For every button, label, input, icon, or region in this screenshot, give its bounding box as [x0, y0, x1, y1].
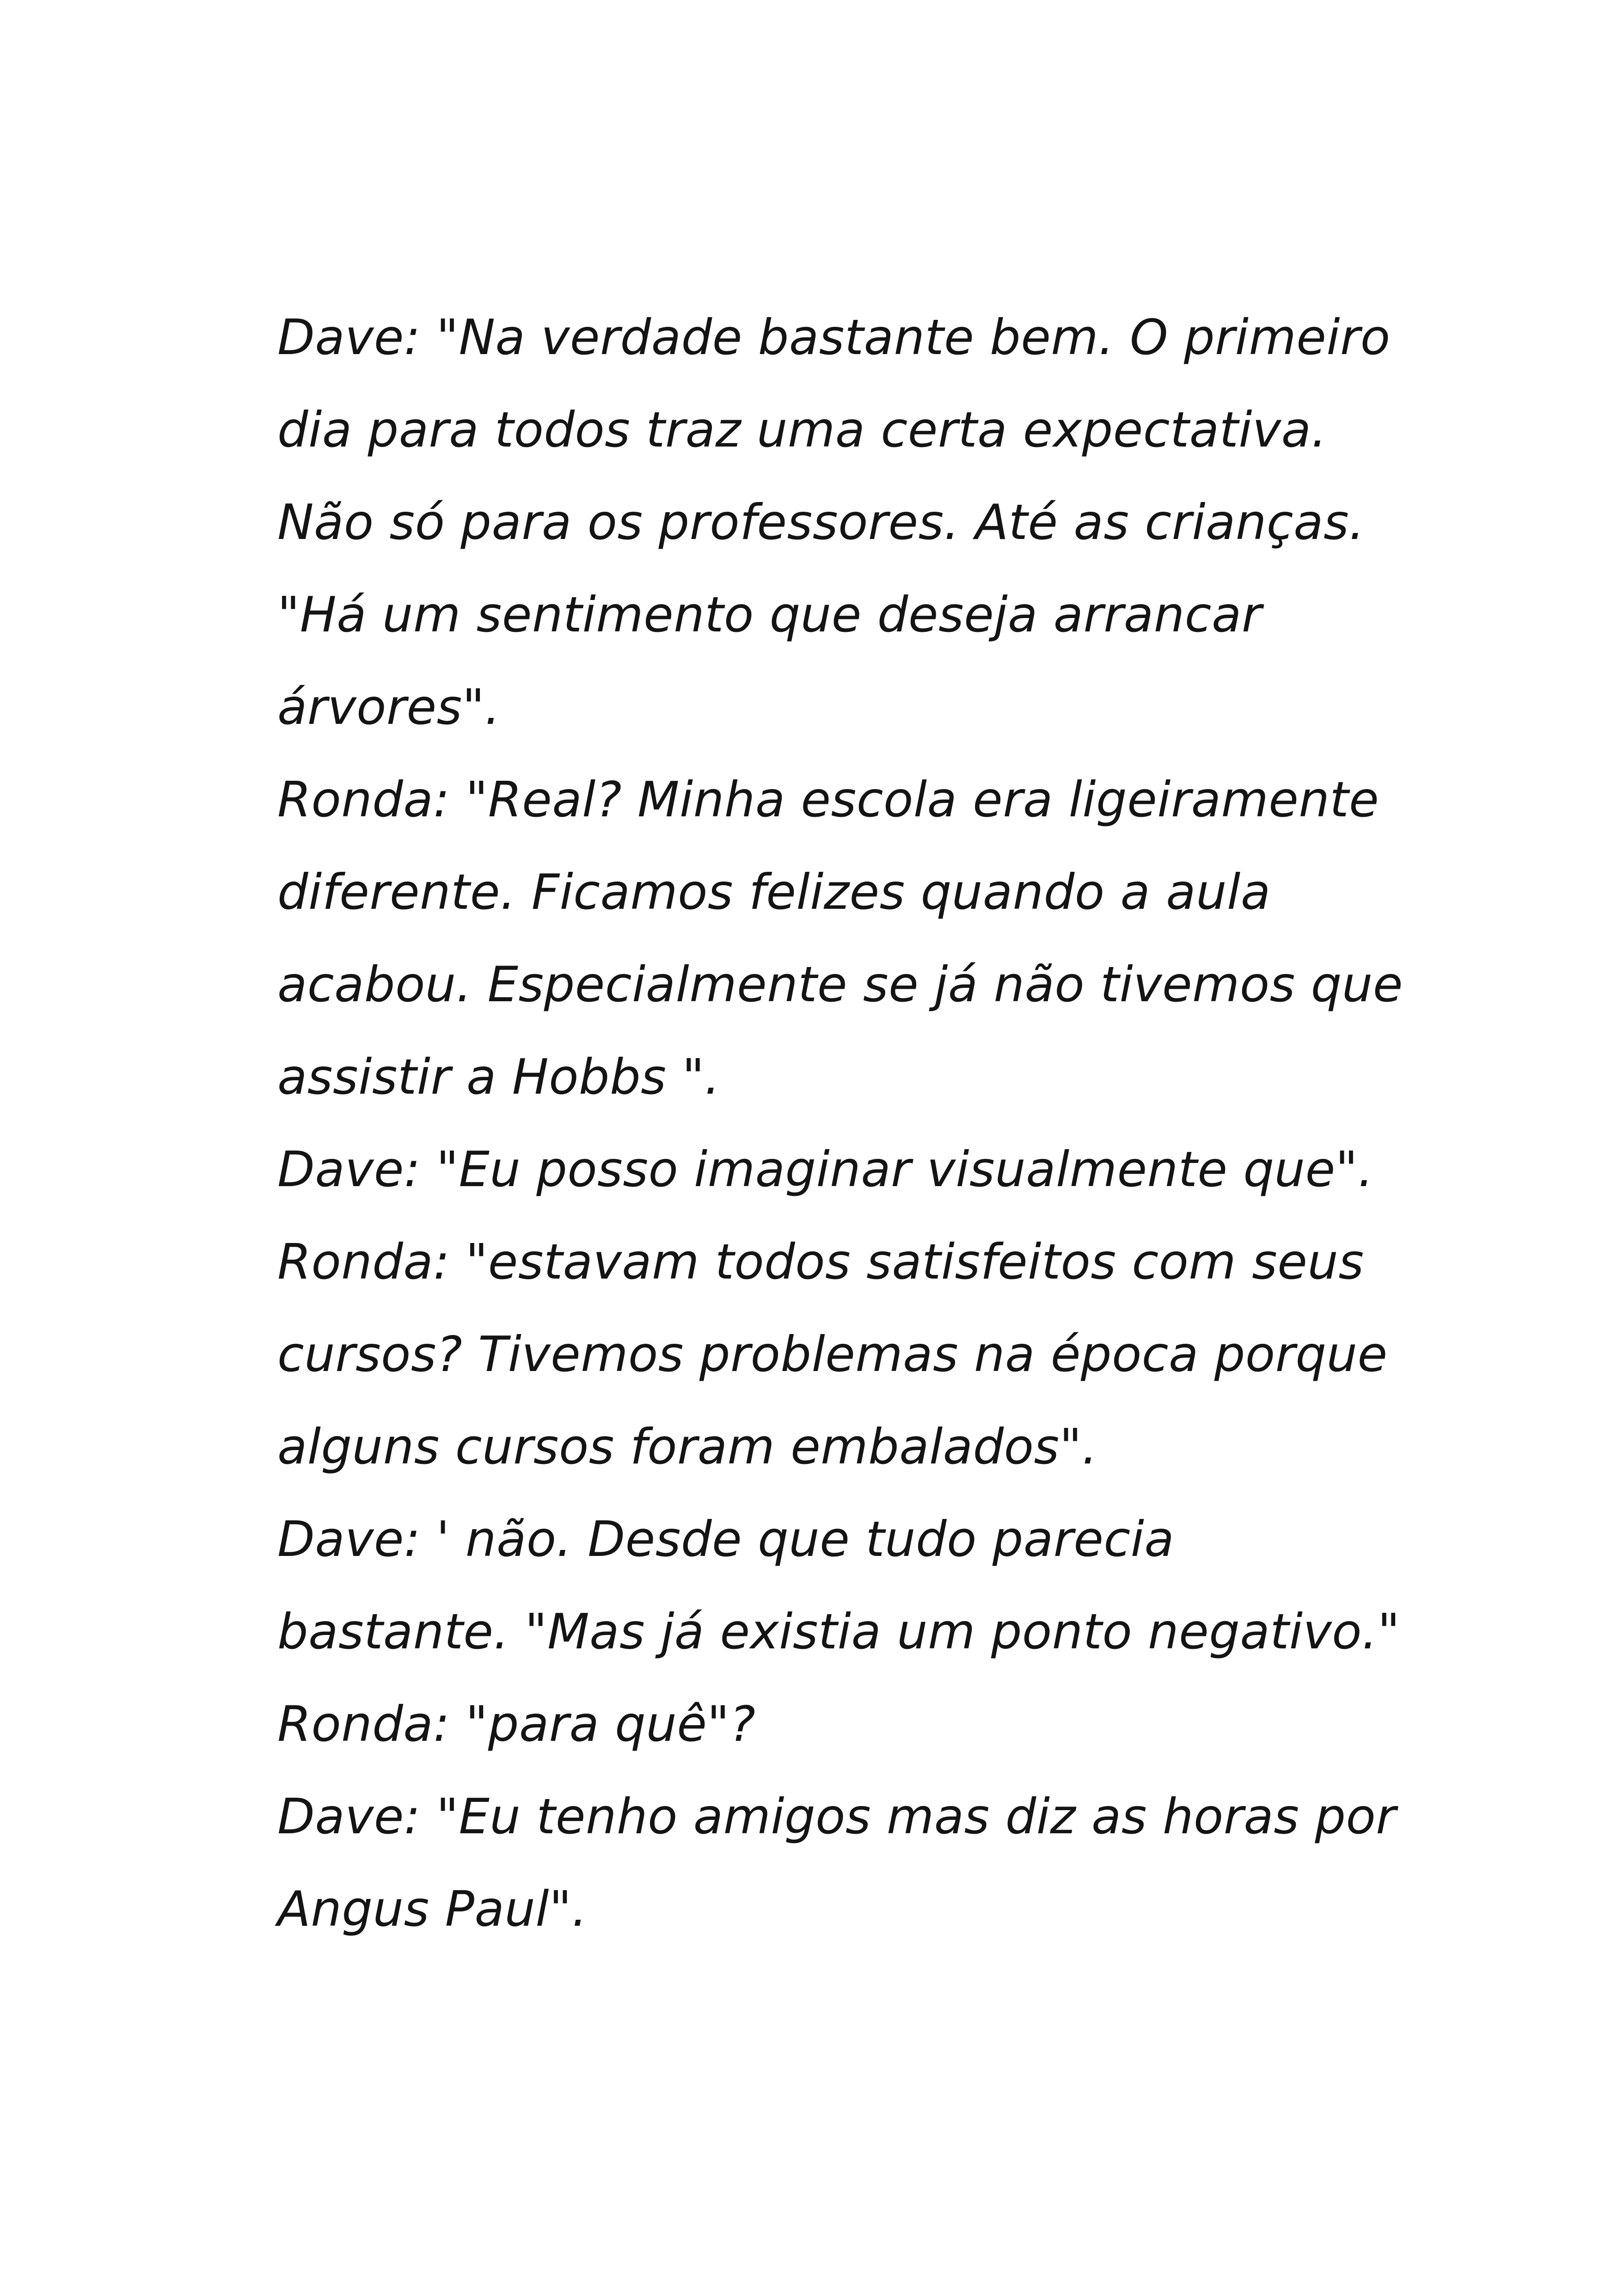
text-line: Ronda: "estavam todos satisfeitos com seus	[277, 1234, 1364, 1290]
text-line: Dave: "Eu posso imaginar visualmente que".	[277, 1141, 1374, 1198]
text-line: alguns cursos foram embalados".	[277, 1419, 1098, 1475]
text-line: dia para todos traz uma certa expectativa.	[277, 402, 1327, 458]
text-line: bastante. "Mas já existia um ponto negativo."	[277, 1604, 1400, 1660]
text-line: Dave: "Eu tenho amigos mas diz as horas por	[277, 1788, 1396, 1845]
text-line: Não só para os professores. Até as crianças.	[277, 494, 1365, 551]
text-line: Dave: "Na verdade bastante bem. O primeiro	[277, 309, 1391, 366]
text-line: Angus Paul".	[277, 1881, 588, 1937]
text-line: "Há um sentimento que deseja arrancar	[277, 587, 1262, 643]
text-line: Ronda: "para quê"?	[277, 1696, 756, 1752]
text-line: cursos? Tivemos problemas na época porque	[277, 1326, 1388, 1383]
dialogue-text	[277, 291, 1403, 1955]
text-line: árvores".	[277, 679, 501, 735]
text-line: acabou. Especialmente se já não tivemos que	[277, 956, 1403, 1013]
text-line: Ronda: "Real? Minha escola era ligeiramente	[277, 771, 1379, 828]
text-line: assistir a Hobbs ".	[277, 1049, 720, 1105]
text-line: Dave: ' não. Desde que tudo parecia	[277, 1511, 1175, 1567]
text-line: diferente. Ficamos felizes quando a aula	[277, 864, 1271, 920]
